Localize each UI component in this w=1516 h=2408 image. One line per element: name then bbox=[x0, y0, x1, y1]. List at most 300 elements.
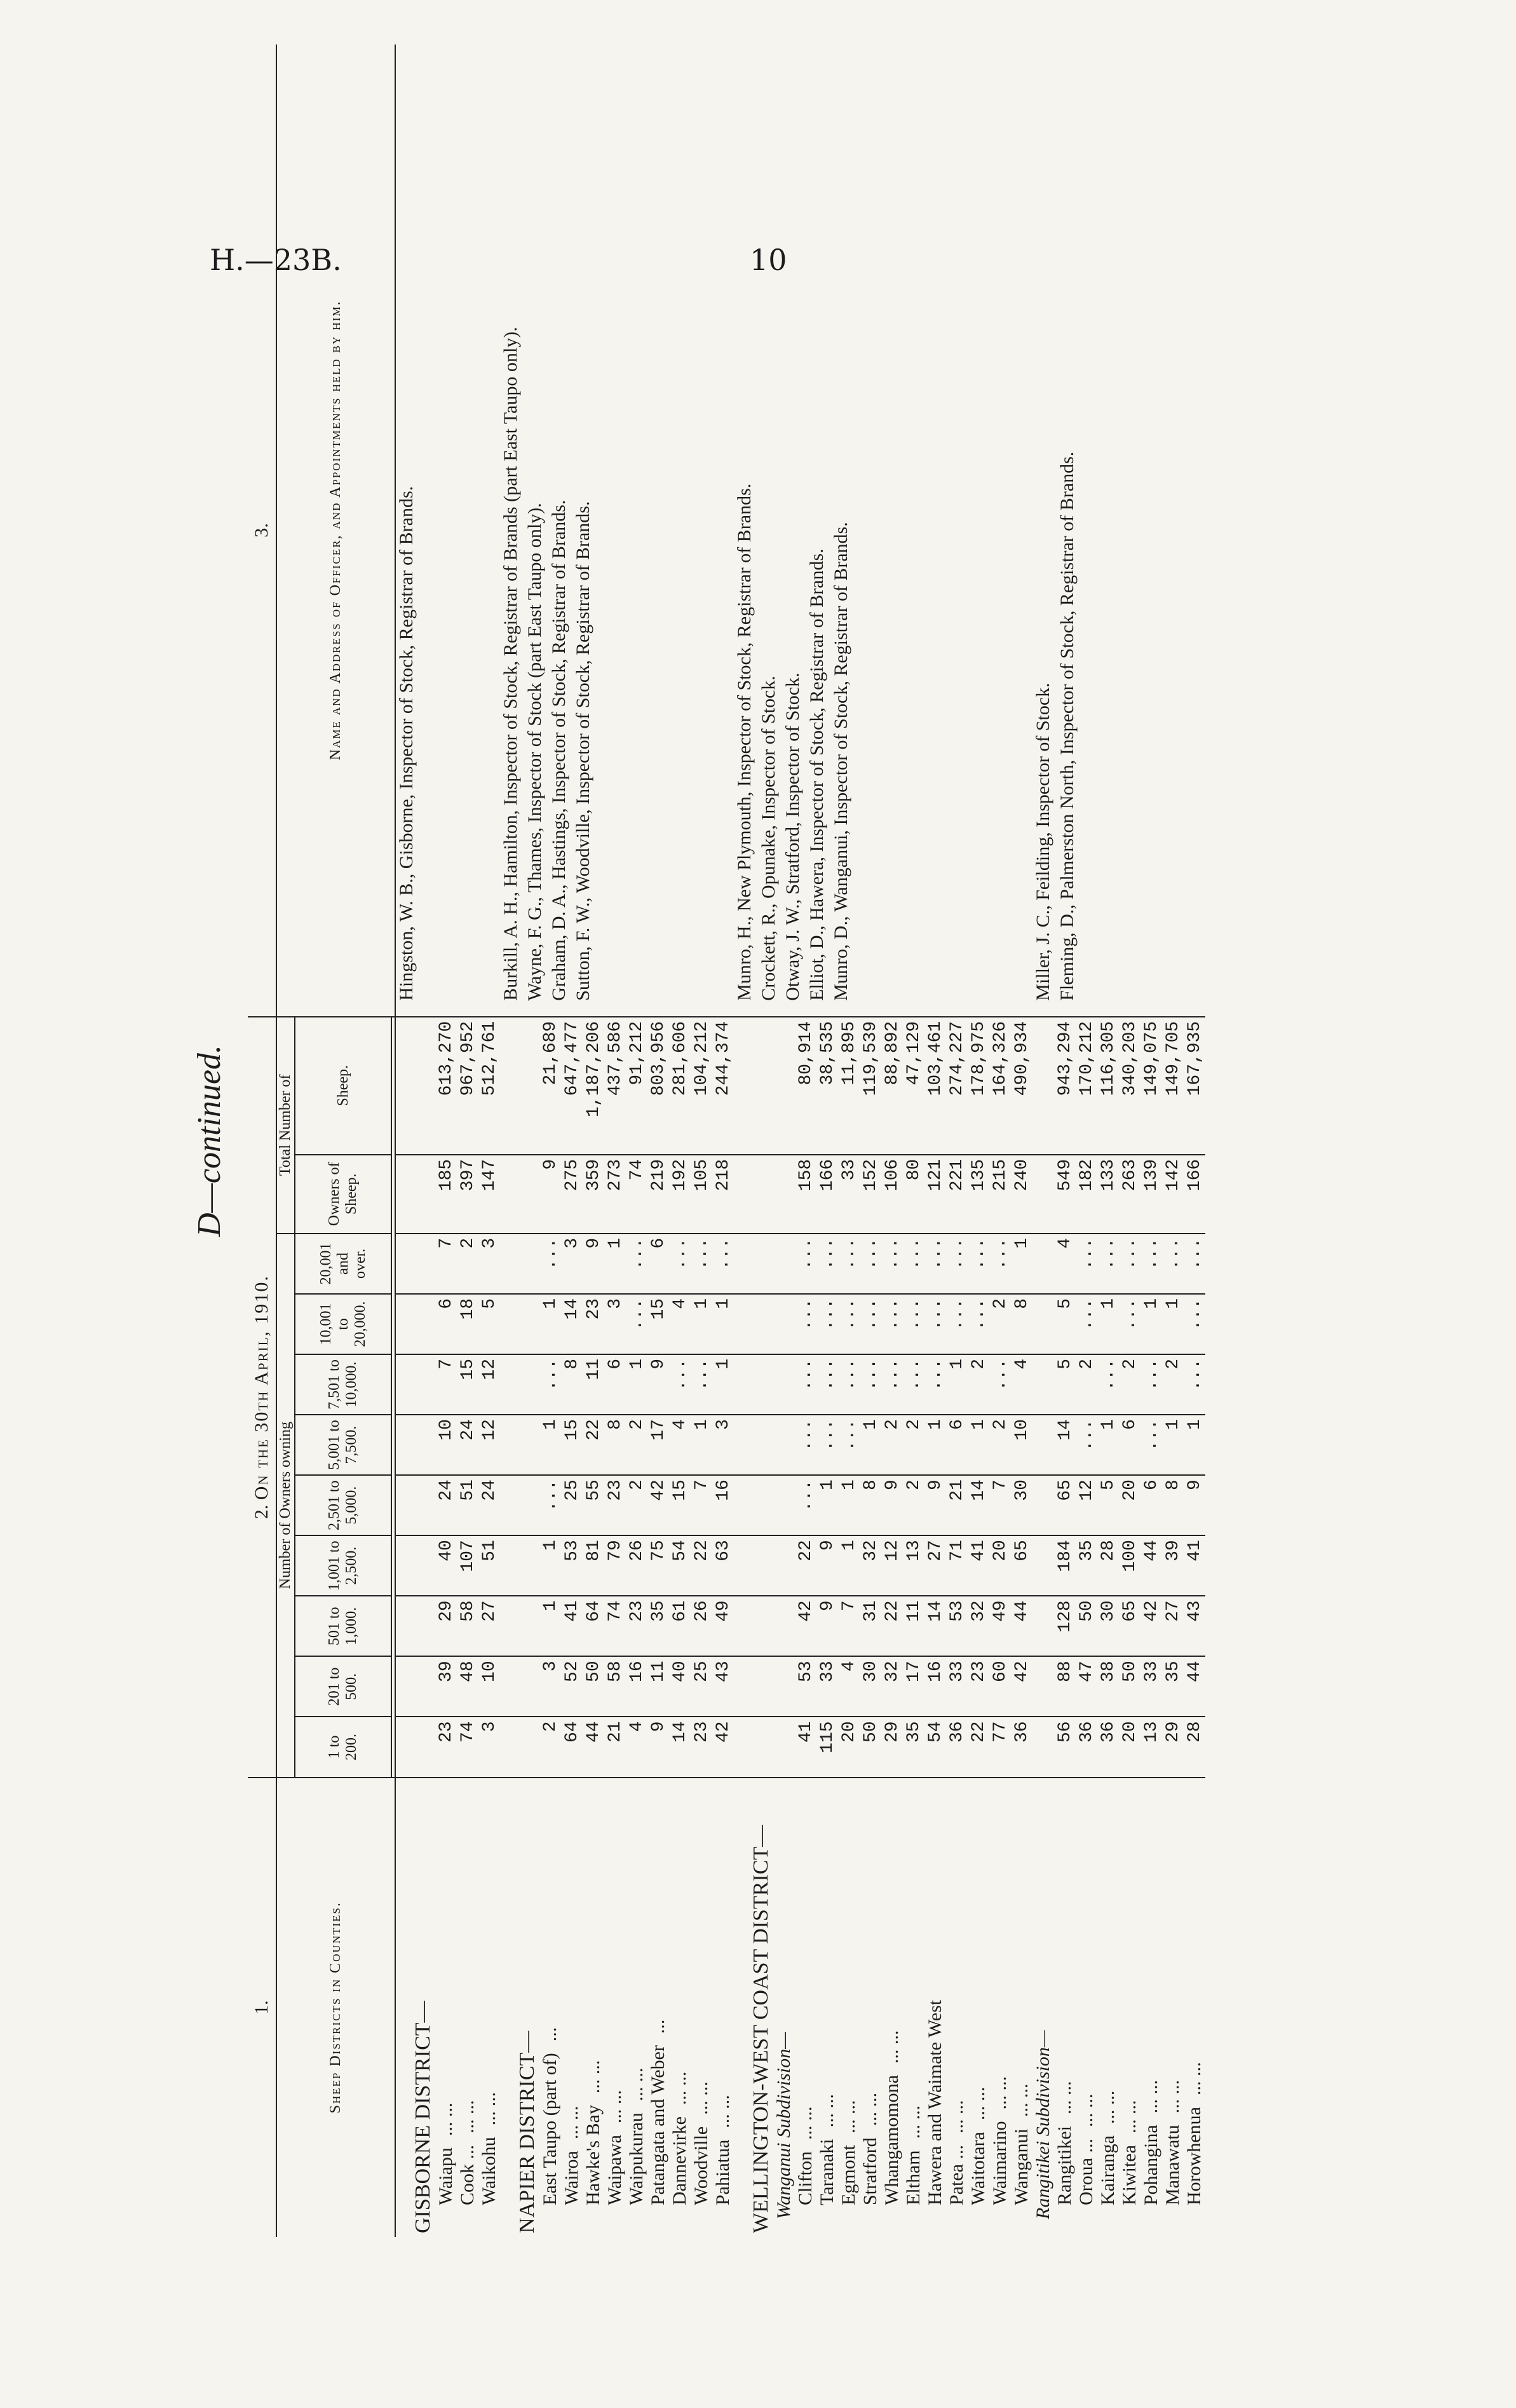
empty-cell bbox=[500, 1535, 539, 1596]
owners-count: 23 bbox=[691, 1717, 712, 1777]
empty-cell bbox=[1032, 1656, 1054, 1717]
empty-cell bbox=[500, 1475, 539, 1535]
owners-count: 12 bbox=[1076, 1475, 1097, 1535]
county-cell bbox=[946, 1778, 968, 2237]
owners-count: 47 bbox=[1076, 1656, 1097, 1717]
total-owners: 549 bbox=[1054, 1155, 1076, 1234]
owners-count: 6 bbox=[647, 1234, 669, 1294]
total-sheep: 1,187,206 bbox=[583, 1017, 604, 1155]
owners-count: ... bbox=[816, 1354, 838, 1415]
total-sheep: 21,689 bbox=[539, 1017, 561, 1155]
county-name: Egmont bbox=[838, 2145, 859, 2205]
owners-count: 184 bbox=[1054, 1535, 1076, 1596]
county-name: Eltham bbox=[903, 2150, 924, 2205]
owners-count: ... bbox=[924, 1234, 946, 1294]
sheep-districts-table bbox=[248, 44, 1205, 2237]
owners-count: 1 bbox=[539, 1596, 561, 1656]
total-sheep: 164,326 bbox=[989, 1017, 1011, 1155]
owners-count: 74 bbox=[457, 1717, 478, 1777]
range-header: 2,501 to 5,000. bbox=[295, 1475, 391, 1535]
owners-count: 3 bbox=[712, 1415, 734, 1475]
empty-cell bbox=[773, 1354, 795, 1415]
county-cell bbox=[712, 1778, 734, 2237]
owners-count: 44 bbox=[1140, 1535, 1162, 1596]
leader-dots: ... ... bbox=[816, 2093, 837, 2128]
owners-count: 17 bbox=[903, 1656, 924, 1717]
empty-cell bbox=[395, 1354, 435, 1415]
owners-count: 4 bbox=[838, 1656, 860, 1717]
col3-number: 3. bbox=[248, 44, 276, 1017]
owners-count: 30 bbox=[1011, 1475, 1032, 1535]
leader-dots: ... ... bbox=[1054, 2081, 1075, 2115]
owners-count: 20 bbox=[838, 1717, 860, 1777]
owners-count: ... bbox=[968, 1234, 989, 1294]
owners-count: ... bbox=[816, 1294, 838, 1354]
col2-title: On the 30th April, 1910. bbox=[251, 1275, 272, 1500]
owners-count: 58 bbox=[604, 1656, 626, 1717]
owners-count: ... bbox=[539, 1234, 561, 1294]
total-sheep: 104,212 bbox=[691, 1017, 712, 1155]
owners-count: 12 bbox=[478, 1415, 500, 1475]
total-owners: 221 bbox=[946, 1155, 968, 1234]
leader-dots: ... ... bbox=[691, 2081, 712, 2115]
total-sheep: 490,934 bbox=[1011, 1017, 1032, 1155]
owners-count: ... bbox=[1097, 1234, 1119, 1294]
owners-count: 16 bbox=[712, 1475, 734, 1535]
owners-count: 2 bbox=[626, 1415, 647, 1475]
owners-count: 77 bbox=[989, 1717, 1011, 1777]
leader-dots: ... ... bbox=[968, 2086, 989, 2121]
total-sheep: 167,935 bbox=[1184, 1017, 1205, 1155]
leader-dots: ... ... bbox=[669, 2071, 690, 2105]
empty-cell bbox=[734, 1535, 773, 1596]
county-name: Waitotara bbox=[968, 2132, 989, 2205]
total-owners: 240 bbox=[1011, 1155, 1032, 1234]
owners-count: 7 bbox=[838, 1596, 860, 1656]
empty-cell bbox=[773, 1596, 795, 1656]
leader-dots: ... ... bbox=[435, 2102, 456, 2137]
county-cell bbox=[816, 1778, 838, 2237]
owners-count: 4 bbox=[626, 1717, 647, 1777]
total-owners: 133 bbox=[1097, 1155, 1119, 1234]
range-header: 1 to 200. bbox=[295, 1717, 391, 1777]
leader-dots: ... ... bbox=[860, 2092, 881, 2126]
owners-count: 1 bbox=[1184, 1415, 1205, 1475]
empty-cell bbox=[500, 1155, 539, 1234]
owners-count: 44 bbox=[1184, 1656, 1205, 1717]
empty-cell bbox=[395, 1155, 435, 1234]
county-name: Waikohu bbox=[478, 2137, 499, 2205]
owners-count: 3 bbox=[478, 1717, 500, 1777]
owners-count: ... bbox=[881, 1234, 903, 1294]
empty-cell bbox=[395, 1294, 435, 1354]
leader-dots: ... ... bbox=[881, 2030, 902, 2064]
owners-count: ... bbox=[1140, 1354, 1162, 1415]
county-name: Kiwitea bbox=[1119, 2145, 1140, 2205]
county-name: Waipawa bbox=[604, 2135, 625, 2205]
total-sheep: 178,975 bbox=[968, 1017, 989, 1155]
owners-count: 11 bbox=[903, 1596, 924, 1656]
owners-count: 25 bbox=[561, 1475, 583, 1535]
county-cell bbox=[647, 1778, 669, 2237]
owners-count: ... bbox=[1184, 1294, 1205, 1354]
owners-count: 2 bbox=[903, 1415, 924, 1475]
owners-count: 39 bbox=[435, 1656, 457, 1717]
owners-count: 56 bbox=[1054, 1717, 1076, 1777]
owners-count: ... bbox=[838, 1294, 860, 1354]
empty-cell bbox=[734, 1717, 773, 1777]
owners-count: 17 bbox=[647, 1415, 669, 1475]
owners-count: ... bbox=[626, 1294, 647, 1354]
county-name: Pahiatua bbox=[712, 2139, 733, 2205]
owners-count: 1 bbox=[968, 1415, 989, 1475]
owners-count: 107 bbox=[457, 1535, 478, 1596]
owners-count: 60 bbox=[989, 1656, 1011, 1717]
county-name: Kairanga bbox=[1097, 2135, 1118, 2205]
empty-cell bbox=[773, 1535, 795, 1596]
owners-count: 15 bbox=[457, 1354, 478, 1415]
owners-count: 52 bbox=[561, 1656, 583, 1717]
owners-count: 25 bbox=[691, 1656, 712, 1717]
owners-count: 1 bbox=[691, 1415, 712, 1475]
county-cell bbox=[435, 1778, 457, 2237]
owners-count: 1 bbox=[712, 1294, 734, 1354]
county-name: Dannevirke bbox=[669, 2116, 690, 2205]
officer-entry: Crockett, R., Opunake, Inspector of Stock. bbox=[758, 676, 779, 1001]
total-owners: 9 bbox=[539, 1155, 561, 1234]
total-sheep: 88,892 bbox=[881, 1017, 903, 1155]
owners-count: 65 bbox=[1119, 1596, 1140, 1656]
officer-entry: Otway, J. W., Stratford, Inspector of Stock. bbox=[782, 672, 803, 1001]
owners-count: 36 bbox=[1011, 1717, 1032, 1777]
total-group-header: Total Number of bbox=[276, 1017, 295, 1234]
owners-count: 23 bbox=[968, 1656, 989, 1717]
owners-count: 1 bbox=[712, 1354, 734, 1415]
total-sheep: 281,606 bbox=[669, 1017, 691, 1155]
officer-entry: Fleming, D., Palmerston North, Inspector of Stock, Registrar of Brands. bbox=[1057, 451, 1078, 1001]
county-cell bbox=[669, 1778, 691, 2237]
officer-entry: Burkill, A. H., Hamilton, Inspector of Stock, Registrar of Brands (part East Taupo only). bbox=[500, 327, 521, 1001]
owners-count: 7 bbox=[691, 1475, 712, 1535]
owners-count: ... bbox=[1162, 1234, 1184, 1294]
owners-count: 2 bbox=[1119, 1354, 1140, 1415]
empty-cell bbox=[773, 1155, 795, 1234]
total-sheep: 967,952 bbox=[457, 1017, 478, 1155]
owners-count: 8 bbox=[860, 1475, 881, 1535]
county-cell bbox=[968, 1778, 989, 2237]
range-header: 1,001 to 2,500. bbox=[295, 1535, 391, 1596]
county-name: Oroua ... bbox=[1076, 2139, 1097, 2205]
county-name: Wanganui bbox=[1011, 2128, 1032, 2205]
owners-count: 5 bbox=[1054, 1294, 1076, 1354]
empty-cell bbox=[734, 1294, 773, 1354]
owners-count: 42 bbox=[795, 1596, 816, 1656]
range-header: 501 to 1,000. bbox=[295, 1596, 391, 1656]
total-owners: 158 bbox=[795, 1155, 816, 1234]
leader-dots: ... ... bbox=[1162, 2079, 1183, 2114]
owners-count: ... bbox=[946, 1234, 968, 1294]
owners-count: 11 bbox=[583, 1354, 604, 1415]
range-header: 7,501 to 10,000. bbox=[295, 1354, 391, 1415]
officer-cell bbox=[500, 44, 734, 1017]
owners-count: 35 bbox=[1162, 1656, 1184, 1717]
range-header: 10,001 to 20,000. bbox=[295, 1294, 391, 1354]
owners-count: 2 bbox=[457, 1234, 478, 1294]
owners-count: 21 bbox=[946, 1475, 968, 1535]
leader-dots: ... ... bbox=[1119, 2100, 1140, 2134]
owners-count: ... bbox=[539, 1475, 561, 1535]
county-cell bbox=[924, 1778, 946, 2237]
empty-cell bbox=[1032, 1717, 1054, 1777]
owners-count: 36 bbox=[1076, 1717, 1097, 1777]
owners-count: 42 bbox=[1011, 1656, 1032, 1717]
owners-count: 5 bbox=[1097, 1475, 1119, 1535]
owners-count: 3 bbox=[478, 1234, 500, 1294]
owners-count: 2 bbox=[989, 1415, 1011, 1475]
owners-count: 24 bbox=[478, 1475, 500, 1535]
leader-dots: ... ... bbox=[1184, 2062, 1205, 2096]
owners-count: ... bbox=[691, 1234, 712, 1294]
total-sheep: 38,535 bbox=[816, 1017, 838, 1155]
owners-count: 1 bbox=[626, 1354, 647, 1415]
county-cell bbox=[1184, 1778, 1205, 2237]
owners-count: 16 bbox=[924, 1656, 946, 1717]
owners-count: 4 bbox=[669, 1415, 691, 1475]
total-owners: 397 bbox=[457, 1155, 478, 1234]
owners-count: ... bbox=[1140, 1234, 1162, 1294]
owners-count: 71 bbox=[946, 1535, 968, 1596]
owners-count: 35 bbox=[1076, 1535, 1097, 1596]
empty-cell bbox=[395, 1234, 435, 1294]
total-sheep: 119,539 bbox=[860, 1017, 881, 1155]
owners-count: 31 bbox=[860, 1596, 881, 1656]
total-sheep: 80,914 bbox=[795, 1017, 816, 1155]
owners-count: 22 bbox=[881, 1596, 903, 1656]
county-cell bbox=[478, 1778, 500, 2237]
owners-count: 88 bbox=[1054, 1656, 1076, 1717]
owners-count: 32 bbox=[968, 1596, 989, 1656]
leader-dots: ... ... bbox=[1140, 2079, 1161, 2114]
county-cell bbox=[1076, 1778, 1097, 2237]
owners-count: 1 bbox=[1162, 1294, 1184, 1354]
district-heading: GISBORNE DISTRICT— bbox=[411, 2001, 435, 2233]
owners-count: 7 bbox=[435, 1234, 457, 1294]
county-name: Patea ... bbox=[946, 2145, 967, 2205]
owners-count: 32 bbox=[881, 1656, 903, 1717]
table-body bbox=[395, 44, 1205, 2237]
district-heading: NAPIER DISTRICT— bbox=[515, 2030, 539, 2233]
owners-count: 75 bbox=[647, 1535, 669, 1596]
owners-count: ... bbox=[946, 1294, 968, 1354]
owners-count: 9 bbox=[924, 1475, 946, 1535]
county-name: East Taupo (part of) bbox=[539, 2053, 560, 2205]
owners-count: 10 bbox=[478, 1656, 500, 1717]
county-cell bbox=[860, 1778, 881, 2237]
owners-count: ... bbox=[924, 1354, 946, 1415]
owners-count: 44 bbox=[583, 1717, 604, 1777]
total-sheep: 512,761 bbox=[478, 1017, 500, 1155]
owners-count: 42 bbox=[1140, 1596, 1162, 1656]
range-header: 5,001 to 7,500. bbox=[295, 1415, 391, 1475]
owners-count: 115 bbox=[816, 1717, 838, 1777]
owners-count: ... bbox=[1184, 1234, 1205, 1294]
empty-cell bbox=[773, 1415, 795, 1475]
owners-count: 64 bbox=[561, 1717, 583, 1777]
county-cell bbox=[989, 1778, 1011, 2237]
officer-entry: Munro, H., New Plymouth, Inspector of Stock, Registrar of Brands. bbox=[734, 483, 755, 1001]
total-owners: 192 bbox=[669, 1155, 691, 1234]
owners-count: 6 bbox=[604, 1354, 626, 1415]
leader-dots: ... bbox=[539, 2027, 560, 2042]
owners-count: ... bbox=[860, 1294, 881, 1354]
county-cell bbox=[1011, 1778, 1032, 2237]
owners-count: 1 bbox=[539, 1294, 561, 1354]
owners-count: 27 bbox=[478, 1596, 500, 1656]
owners-count: 30 bbox=[860, 1656, 881, 1717]
owners-count: 55 bbox=[583, 1475, 604, 1535]
total-owners: 147 bbox=[478, 1155, 500, 1234]
owners-count: 2 bbox=[881, 1415, 903, 1475]
empty-cell bbox=[734, 1596, 773, 1656]
county-cell bbox=[903, 1778, 924, 2237]
empty-cell bbox=[773, 1475, 795, 1535]
owners-count: 7 bbox=[435, 1354, 457, 1415]
owners-count: 51 bbox=[478, 1535, 500, 1596]
owners-count: ... bbox=[539, 1354, 561, 1415]
owners-count: 15 bbox=[647, 1294, 669, 1354]
owners-count: 39 bbox=[1162, 1535, 1184, 1596]
owners-count: 4 bbox=[669, 1294, 691, 1354]
owners-count: 27 bbox=[924, 1535, 946, 1596]
owners-count: 15 bbox=[561, 1415, 583, 1475]
county-cell bbox=[691, 1778, 712, 2237]
empty-cell bbox=[1032, 1294, 1054, 1354]
owners-count: ... bbox=[795, 1294, 816, 1354]
owners-count: 43 bbox=[712, 1656, 734, 1717]
leader-dots: ... ... bbox=[838, 2100, 859, 2133]
owners-count: 65 bbox=[1054, 1475, 1076, 1535]
owners-count: 14 bbox=[968, 1475, 989, 1535]
owners-count: 13 bbox=[1140, 1717, 1162, 1777]
county-name: Taranaki bbox=[816, 2139, 837, 2205]
owners-count: 2 bbox=[989, 1294, 1011, 1354]
owners-count: ... bbox=[903, 1234, 924, 1294]
officer-entry: Graham, D. A., Hastings, Inspector of Stock, Registrar of Brands. bbox=[548, 500, 569, 1001]
county-name: Pohangina bbox=[1140, 2125, 1161, 2205]
owners-count: 15 bbox=[669, 1475, 691, 1535]
col2-header bbox=[248, 1017, 276, 1778]
owners-count: 14 bbox=[669, 1717, 691, 1777]
owners-count: 8 bbox=[1162, 1475, 1184, 1535]
owners-count: ... bbox=[1097, 1354, 1119, 1415]
empty-cell bbox=[773, 1294, 795, 1354]
empty-cell bbox=[773, 1234, 795, 1294]
owners-count: 5 bbox=[1054, 1354, 1076, 1415]
total-sheep: 149,705 bbox=[1162, 1017, 1184, 1155]
owners-count: 22 bbox=[968, 1717, 989, 1777]
owners-count: 14 bbox=[924, 1596, 946, 1656]
total-owners: 218 bbox=[712, 1155, 734, 1234]
county-name: Patangata and Weber bbox=[647, 2045, 668, 2205]
owners-count: ... bbox=[881, 1294, 903, 1354]
owners-count: 23 bbox=[604, 1475, 626, 1535]
total-sheep: 91,212 bbox=[626, 1017, 647, 1155]
owners-count: 49 bbox=[712, 1596, 734, 1656]
owners-count: ... bbox=[838, 1415, 860, 1475]
owners-count: 28 bbox=[1097, 1535, 1119, 1596]
owners-count: 40 bbox=[669, 1656, 691, 1717]
owners-count: 6 bbox=[946, 1415, 968, 1475]
empty-cell bbox=[500, 1017, 539, 1155]
owners-count: ... bbox=[712, 1234, 734, 1294]
owners-count: 1 bbox=[838, 1475, 860, 1535]
owners-count: 33 bbox=[1140, 1656, 1162, 1717]
owners-count: 8 bbox=[1011, 1294, 1032, 1354]
county-cell bbox=[838, 1778, 860, 2237]
owners-count: ... bbox=[669, 1354, 691, 1415]
owners-count: ... bbox=[989, 1354, 1011, 1415]
county-cell bbox=[795, 1778, 816, 2237]
owners-count: ... bbox=[1119, 1294, 1140, 1354]
county-cell bbox=[1119, 1778, 1140, 2237]
total-owners: 142 bbox=[1162, 1155, 1184, 1234]
owners-count: 12 bbox=[881, 1535, 903, 1596]
county-cell bbox=[1054, 1778, 1076, 2237]
page-header-code: H.—23B. bbox=[210, 243, 342, 277]
owners-count: 61 bbox=[669, 1596, 691, 1656]
owners-count: 38 bbox=[1097, 1656, 1119, 1717]
county-cell bbox=[457, 1778, 478, 2237]
subdivision-heading: Rangitikei Subdivision— bbox=[1032, 2030, 1053, 2219]
total-owners: 219 bbox=[647, 1155, 669, 1234]
empty-cell bbox=[500, 1596, 539, 1656]
owners-count: ... bbox=[903, 1294, 924, 1354]
empty-cell bbox=[500, 1294, 539, 1354]
total-sheep: 803,956 bbox=[647, 1017, 669, 1155]
owners-count: 1 bbox=[924, 1415, 946, 1475]
owners-count: ... bbox=[1076, 1415, 1097, 1475]
empty-cell bbox=[1032, 1475, 1054, 1535]
leader-dots: ... ... bbox=[478, 2092, 499, 2126]
owners-count: 50 bbox=[1119, 1656, 1140, 1717]
total-owners: 182 bbox=[1076, 1155, 1097, 1234]
empty-cell bbox=[500, 1354, 539, 1415]
col1-number: 1. bbox=[248, 1778, 276, 2237]
county-cell bbox=[626, 1778, 647, 2237]
owners-count: 33 bbox=[946, 1656, 968, 1717]
owners-count: 1 bbox=[1097, 1415, 1119, 1475]
owners-count: 28 bbox=[1184, 1717, 1205, 1777]
owners-count: 1 bbox=[860, 1415, 881, 1475]
owners-count: 29 bbox=[881, 1717, 903, 1777]
owners-count: 36 bbox=[1097, 1717, 1119, 1777]
owners-count: ... bbox=[903, 1354, 924, 1415]
page-number: 10 bbox=[750, 243, 787, 277]
owners-count: 20 bbox=[989, 1535, 1011, 1596]
owners-count: 50 bbox=[583, 1656, 604, 1717]
owners-count: 51 bbox=[457, 1475, 478, 1535]
owners-count: 1 bbox=[946, 1354, 968, 1415]
empty-cell bbox=[1032, 1415, 1054, 1475]
owners-count: 1 bbox=[604, 1234, 626, 1294]
empty-cell bbox=[500, 1234, 539, 1294]
total-sheep: 103,461 bbox=[924, 1017, 946, 1155]
owners-count: ... bbox=[795, 1354, 816, 1415]
owners-count: ... bbox=[1140, 1415, 1162, 1475]
owners-count: 2 bbox=[539, 1717, 561, 1777]
empty-cell bbox=[500, 1656, 539, 1717]
total-owners: 166 bbox=[1184, 1155, 1205, 1234]
